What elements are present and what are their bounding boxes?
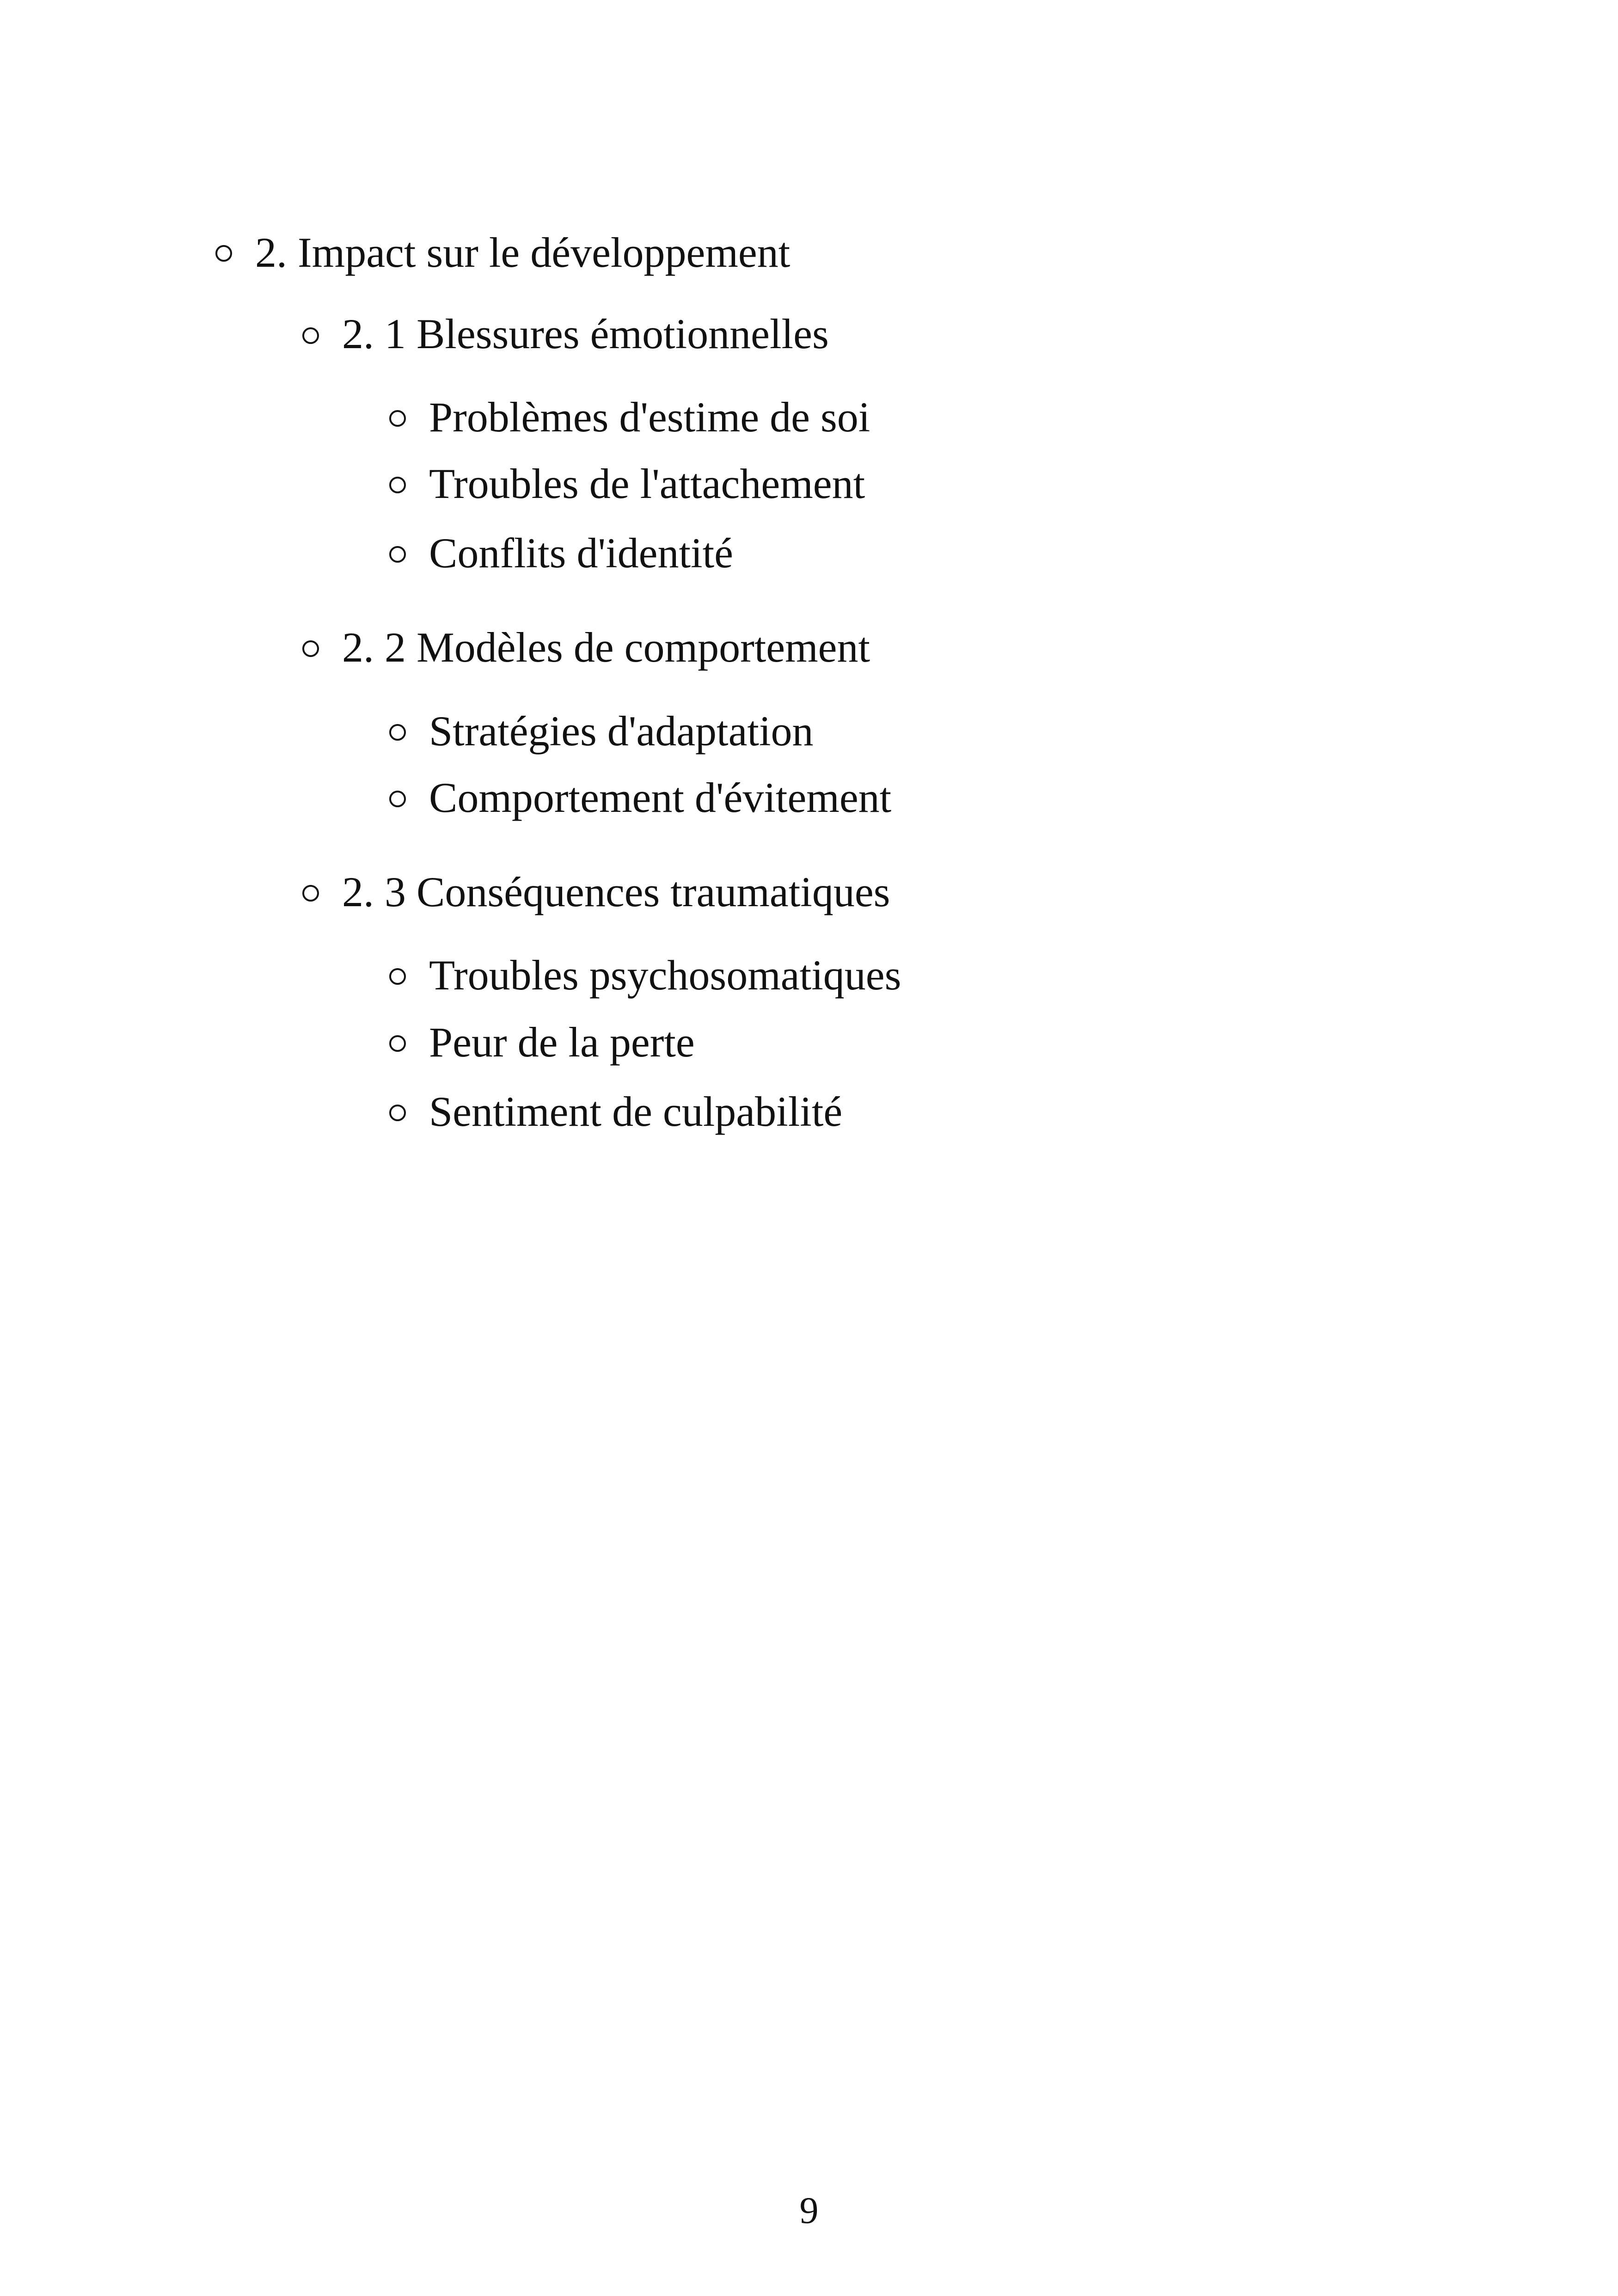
outline-heading-level1: 2. Impact sur le développement: [255, 229, 791, 276]
outline-bullet-icon: [389, 546, 406, 563]
outline-heading-section: 2. 2 Modèles de comportement: [342, 624, 870, 671]
outline-bullet-icon: [389, 410, 406, 427]
outline-list-item: Stratégies d'adaptation: [429, 707, 814, 755]
outline-bullet-icon: [302, 640, 319, 657]
outline-list-item: Troubles psychosomatiques: [429, 952, 901, 999]
outline-list-item: Troubles de l'attachement: [429, 460, 865, 507]
outline-bullet-icon: [389, 968, 406, 985]
outline-heading-section: 2. 1 Blessures émotionnelles: [342, 310, 829, 357]
outline-list-item: Problèmes d'estime de soi: [429, 393, 870, 441]
outline-bullet-icon: [389, 1035, 406, 1052]
outline-bullet-icon: [389, 477, 406, 493]
outline-bullet-icon: [215, 245, 232, 262]
outline-heading-section: 2. 3 Conséquences traumatiques: [342, 868, 890, 915]
outline-list-item: Conflits d'identité: [429, 529, 733, 577]
outline-bullet-icon: [302, 327, 319, 344]
outline-bullet-icon: [302, 885, 319, 902]
outline-bullet-icon: [389, 724, 406, 741]
outline-bullet-icon: [389, 791, 406, 807]
outline-list-item: Peur de la perte: [429, 1019, 695, 1066]
outline-list-item: Comportement d'évitement: [429, 774, 892, 821]
outline-bullet-icon: [389, 1105, 406, 1121]
page-number: 9: [799, 2189, 819, 2231]
outline-list-item: Sentiment de culpabilité: [429, 1088, 843, 1135]
